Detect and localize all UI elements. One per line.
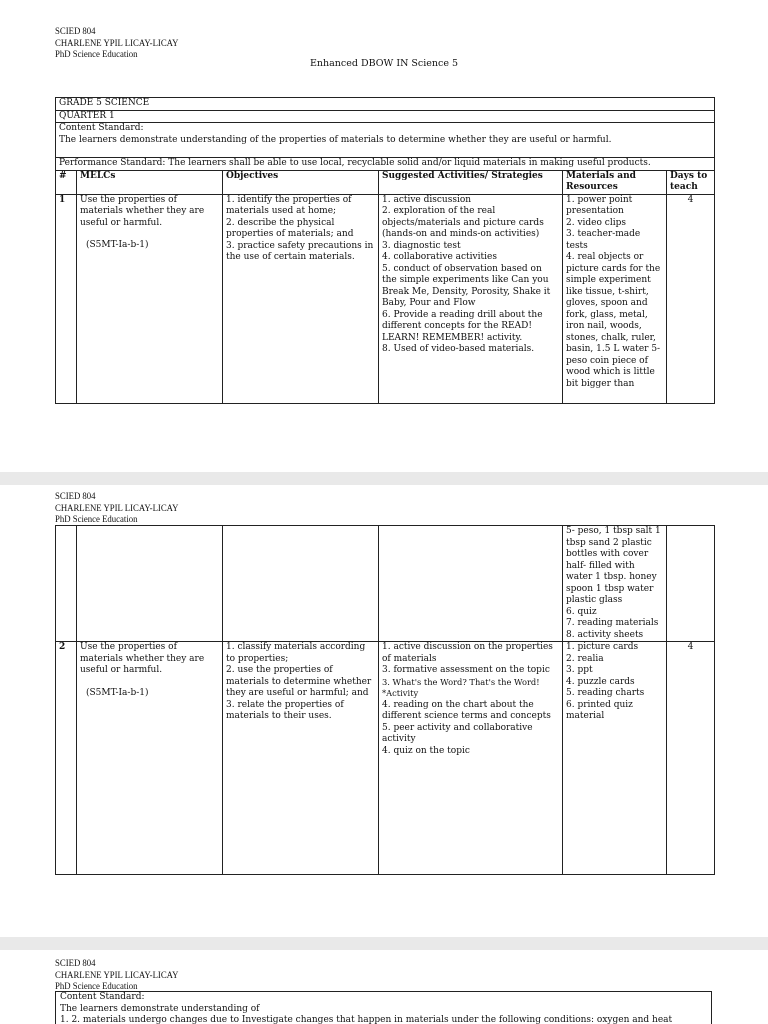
program-name: PhD Science Education	[55, 515, 138, 525]
activities-cell	[379, 642, 563, 875]
activities-cell	[379, 194, 563, 403]
material-item: 3. ppt	[566, 665, 593, 675]
page-header	[55, 492, 178, 527]
material-item: 5- peso, 1 tbsp salt 1 tbsp sand 2 plastic bottles with cover half- filled with water 1 tbsp. honey spoon 1 tbsp water plastic glass	[566, 526, 661, 605]
page-header	[55, 959, 178, 994]
content-standard	[56, 123, 715, 158]
days-cell: 4	[667, 642, 715, 875]
objective-item: 2. use the properties of materials to determine whether they are useful or harmful; and	[226, 665, 372, 698]
content-standard	[55, 991, 712, 1024]
table-row	[56, 526, 715, 642]
melc-cell	[77, 642, 223, 875]
activity-item: 3. formative assessment on the topic	[382, 665, 550, 675]
dbow-table	[55, 97, 715, 404]
melc-text: Use the properties of materials whether they are useful or harmful.	[80, 194, 205, 228]
activity-item: 3. diagnostic test	[382, 240, 461, 251]
page-2	[0, 485, 768, 937]
material-item: 1. power point presentation	[566, 194, 633, 216]
activity-item: 5. conduct of observation based on the simple experiments like Can you Break Me, Density, Porosity, Shake it Baby, Pour and Flow	[382, 263, 551, 308]
material-item: 2. video clips	[566, 217, 626, 228]
material-item: 8. activity sheets	[566, 629, 644, 640]
row-number: 1	[56, 194, 77, 403]
author-name: CHARLENE YPIL LICAY-LICAY	[55, 970, 179, 981]
activity-item: 5. peer activity and collaborative activity	[382, 722, 533, 744]
document-title: Enhanced DBOW IN Science 5	[309, 58, 459, 69]
activity-item: 3. What's the Word? That's the Word! *Activity	[382, 676, 540, 698]
days-cell: 4	[667, 194, 715, 403]
material-item: 3. teacher-made tests	[566, 229, 641, 251]
activity-item: 8. Used of video-based materials.	[382, 344, 535, 354]
row-number: 2	[56, 642, 77, 875]
page-1	[0, 0, 768, 472]
content-standard-text: The learners demonstrate understanding of	[60, 1003, 260, 1014]
activity-item: 4. reading on the chart about the different science terms and concepts	[382, 699, 551, 721]
quarter-label: QUARTER 1	[56, 110, 715, 123]
program-name: PhD Science Education	[55, 982, 138, 992]
grade-label: GRADE 5 SCIENCE	[56, 98, 715, 111]
author-name: CHARLENE YPIL LICAY-LICAY	[55, 503, 179, 514]
objectives-cell	[223, 194, 379, 403]
activity-item: 1. active discussion on the properties of materials	[382, 642, 553, 664]
content-standard-text: 1. 2. materials undergo changes due to Investigate changes that happen in materials under the following conditions: oxygen and heat	[60, 1015, 673, 1024]
materials-cell	[563, 526, 667, 642]
material-item: 4. puzzle cards	[566, 676, 635, 687]
course-code: SCIED 804	[55, 959, 96, 969]
material-item: 6. printed quiz material	[566, 699, 633, 721]
page-3	[0, 950, 768, 1024]
objectives-cell	[223, 642, 379, 875]
content-standard-text: The learners demonstrate understanding of the properties of materials to determine whether they are useful or harmful.	[59, 134, 612, 145]
material-item: 2. realia	[566, 653, 604, 664]
objective-item: 2. describe the physical properties of materials; and	[226, 217, 354, 239]
material-item: 1. picture cards	[566, 642, 639, 652]
content-standard-label: Content Standard:	[59, 123, 144, 133]
col-activities-header: Suggested Activities/ Strategies	[379, 170, 563, 194]
materials-cell	[563, 194, 667, 403]
col-objectives-header: Objectives	[223, 170, 379, 194]
content-standard-label: Content Standard:	[60, 992, 145, 1002]
col-num-header: #	[56, 170, 77, 194]
col-days-header: Days to teach	[667, 170, 715, 194]
activity-item: 1. active discussion	[382, 194, 472, 205]
col-melcs-header: MELCs	[77, 170, 223, 194]
activity-item: 2. exploration of the real objects/materials and picture cards (hands-on and minds-on activities)	[382, 206, 544, 239]
author-name: CHARLENE YPIL LICAY-LICAY	[55, 38, 179, 49]
course-code: SCIED 804	[55, 27, 96, 37]
col-materials-header: Materials and Resources	[563, 170, 667, 194]
objective-item: 3. relate the properties of materials to their uses.	[226, 699, 344, 721]
table-row	[56, 194, 715, 403]
dbow-table-continued	[55, 525, 715, 875]
program-name: PhD Science Education	[55, 50, 138, 60]
melc-text: Use the properties of materials whether they are useful or harmful.	[80, 642, 205, 675]
material-item: 4. real objects or picture cards for the simple experiment like tissue, t-shirt, gloves, spoon and fork, glass, metal, iron nail, woods, stones, chalk, ruler, basin, 1.5 L water 5-peso coin piece of wood which is little bit bigger than	[566, 252, 661, 389]
material-item: 7. reading materials	[566, 618, 659, 628]
objective-item: 1. classify materials according to properties;	[226, 642, 366, 664]
table-row	[56, 642, 715, 875]
melc-cell	[77, 194, 223, 403]
melc-code: (S5MT-Ia-b-1)	[86, 687, 149, 698]
activity-item: 6. Provide a reading drill about the different concepts for the READ! LEARN! REMEMBER! activity.	[382, 309, 543, 343]
objective-item: 3. practice safety precautions in the use of certain materials.	[226, 240, 374, 262]
melc-code: (S5MT-Ia-b-1)	[86, 240, 149, 250]
page-header	[55, 27, 178, 62]
objective-item: 1. identify the properties of materials used at home;	[226, 194, 352, 216]
performance-standard: Performance Standard: The learners shall be able to use local, recyclable solid and/or liquid materials in making useful products.	[56, 158, 715, 171]
activity-item: 4. collaborative activities	[382, 252, 497, 262]
material-item: 6. quiz	[566, 606, 597, 617]
activity-item: 4. quiz on the topic	[382, 745, 470, 756]
material-item: 5. reading charts	[566, 688, 645, 698]
course-code: SCIED 804	[55, 492, 96, 502]
materials-cell	[563, 642, 667, 875]
